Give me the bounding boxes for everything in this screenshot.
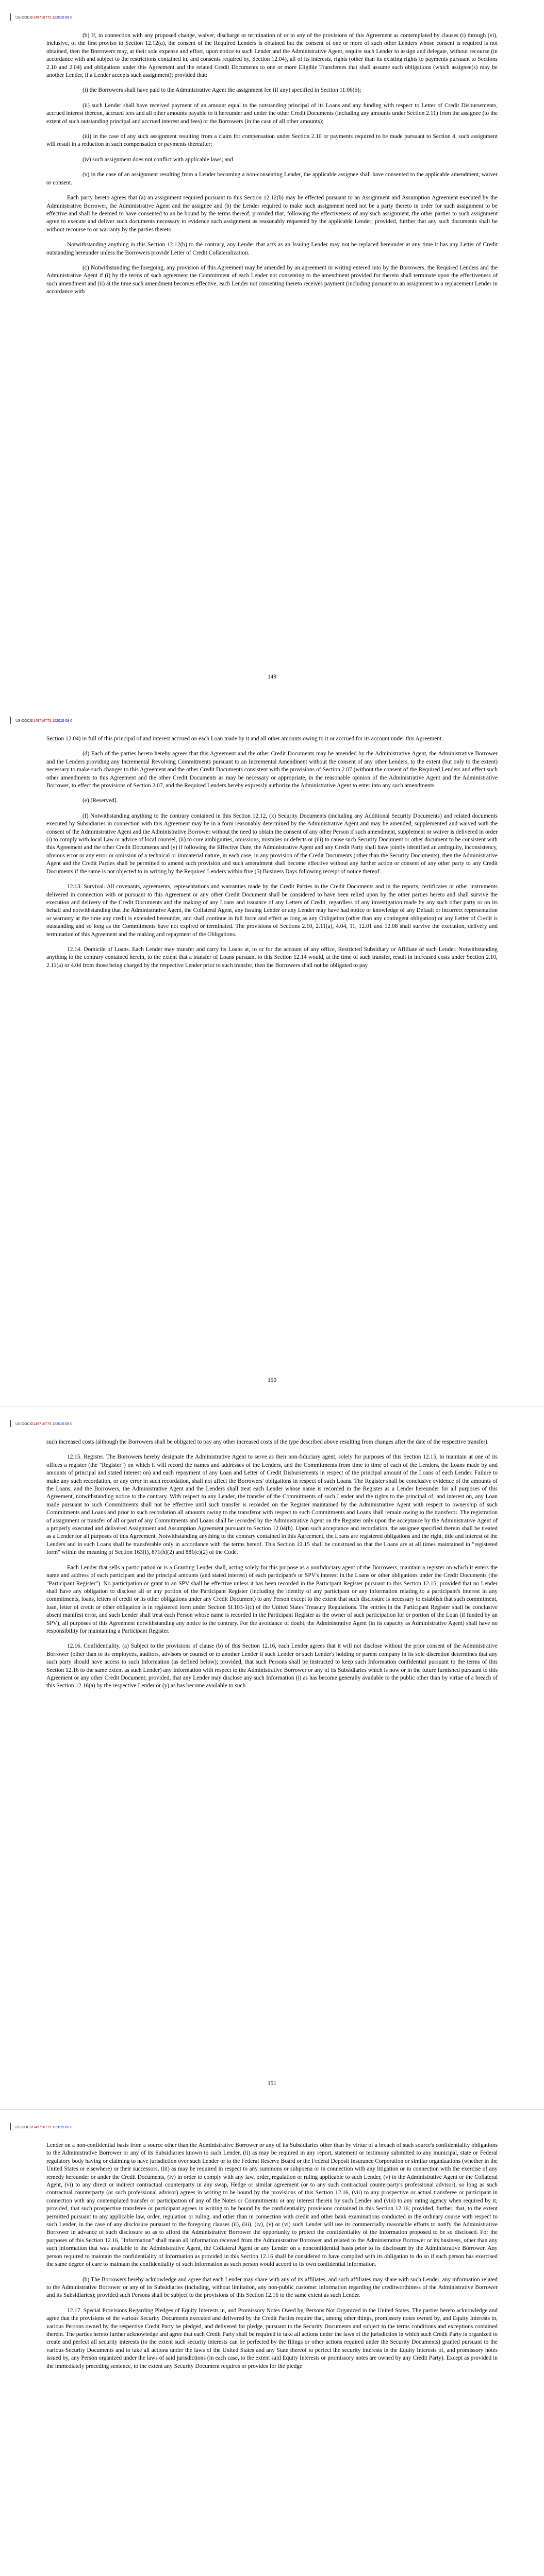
page-body	[46, 1438, 498, 1690]
page-body	[46, 32, 498, 296]
paragraph: (v) in the case of an assignment resulting from a Lender becoming a non-consenting Lender, the applicable assignee shall have consented to the applicable amendment, waiver or consent.	[46, 172, 498, 186]
paragraph: Each party hereto agrees that (a) an assignment required pursuant to this Section 12.12(b) may be effected pursuant to an Assignment and Assumption Agreement executed by the Administrative Borrower, the Administrative Agent and the assignee and (b) the Lender required to make such assignment need not be a party thereto in order for such assignment to be effective and shall be deemed to have consented to an be bound by the terms thereof; provided that, following the effectiveness of any such assignment, the other parties to such assignment agree to execute and deliver such documents necessary to evidence such assignment as reasonably requested by the applicable Lender; provided, further that any such documents shall be without recourse to or warranty by the parties thereto.	[46, 195, 498, 233]
paragraph: (i) the Borrowers shall have paid to the Administrative Agent the assignment fee (if any) specified in Section 11.06(b);	[83, 87, 361, 94]
page-149	[0, 0, 544, 703]
page-number: 151	[267, 2080, 277, 2087]
paragraph: 12.16. Confidentiality. (a) Subject to the provisions of clause (b) of this Section 12.16, each Lender agrees that it will not disclose without the prior consent of the Administrative Borrower (other than to its employees, auditors, advisors or counsel or to another Lender if such Lender or such Lender's holding or parent company in its sole discretion determines that any such party should have access to such Information (as defined below); provided, that such Persons shall be instructed to keep such Information confidential pursuant to the terms of this Section 12.16 to the same extent as such Lender) any Information with respect to the Administrative Borrower or any of its Subsidiaries which is now or in the future furnished pursuant to this Agreement or any other Credit Document; provided, that any Lender may disclose any such Information (i) as has become generally available to the public other than by virtue of a breach of this Section 12.16(a) by the respective Lender or (y) as has become available to such	[46, 1643, 498, 1689]
doc-id-prefix: US-DOCS\	[15, 16, 34, 20]
paragraph: (iii) in the case of any such assignment resulting from a claim for compensation under Section 2.10 or payments required to be made pursuant to Section 4, such assignment will result in a reduction in such compensation or payments thereafter;	[46, 133, 498, 148]
doc-id-prefix: US-DOCS\	[15, 719, 34, 723]
doc-id-number: 149716775.12	[33, 719, 57, 723]
change-bar	[10, 13, 11, 21]
paragraph: Section 12.04) in full of this principal of and interest accrued on each Loan made by it and all other amounts owing to it or accrued for its account under this Agreement.	[46, 736, 443, 742]
change-bar	[10, 1420, 11, 1427]
paragraph: (b) If, in connection with any proposed change, waiver, discharge or termination of or to any of the provisions of this Agreement as contemplated by clauses (i) through (vi), inclusive, of the first proviso to Section 12.12(a), the consent of the Required Lenders is obtained but the consent of one or more of such other Lenders whose consent is required is not obtained, then the Borrowers may, at their sole expense and effort, upon notice to such Lender and the Administrative Agent, require such Lender to assign and delegate, without recourse (in accordance with and subject to the restrictions contained in, and consents required by, Section 12.04), all of its interests, rights (other than its existing rights to payments pursuant to Sections 2.10 and 2.04) and obligations under this Agreement and the related Credit Documents to one or more Eligible Transferees that shall assume such obligations (which assignee(s) may be another Lender, if a Lender accepts such assignment); provided that:	[46, 32, 498, 79]
page-number: 150	[267, 1377, 277, 1383]
paragraph: Each Lender that sells a participation or is a Granting Lender shall, acting solely for this purpose as a nonfiduciary agent of the Borrowers, maintain a register on which it enters the name and address of each participant and the principal amounts (and stated interest) of each participant's or SPV's interest in the Loans or other obligations under the Credit Documents (the "Participant Register"). No participation or grant to an SPV shall be effective unless it has been recorded in the Participant Register pursuant to this Section 12.15; provided that no Lender shall have any obligation to disclose all or any portion of the Participant Register (including the identity of any participant or any information relating to a participant's interest in any commitments, loans, letters of credit or its other obligations under any Credit Document) to any Person except to the extent that such disclosure is necessary to establish that such commitment, loan, letter of credit or other obligation is in registered form under Section 5f.103-1(c) of the United States Treasury Regulations. The entries in the Participant Register shall be conclusive absent manifest error, and such Lender shall treat each Person whose name is recorded in the Participant Register as the owner of such participation for or portion of the Loan (if funded by an SPV), all purposes of this Agreement notwithstanding any notice to the contrary. For the avoidance of doubt, the Administrative Agent (in its capacity as Administrative Agent) shall have no responsibility for maintaining a Participant Register.	[46, 1564, 498, 1634]
document-id	[15, 2125, 498, 2130]
paragraph: 12.14. Domicile of Loans. Each Lender may transfer and carry its Loans at, to or for the account of any office, Restricted Subsidiary or Affiliate of such Lender. Notwithstanding anything to the contrary contained herein, to the extent that a transfer of Loans pursuant to this Section 12.14 would, at the time of such transfer, result in increased costs under Section 2.10, 2.11(a) or 4.04 from those being charged by the respective Lender prior to such transfer, then the Borrowers shall not be obligated to pay	[46, 946, 498, 969]
page-151	[0, 1406, 544, 2110]
doc-id-suffix: 2015 08 0	[56, 1422, 73, 1426]
paragraph: (iv) such assignment does not conflict with applicable laws; and	[83, 156, 233, 163]
page-body	[46, 2142, 498, 2370]
paragraph: such increased costs (although the Borrowers shall be obligated to pay any other increased costs of the type described above resulting from changes after the date of the respective transfer).	[46, 1439, 489, 1445]
paragraph: 12.15. Register. The Borrowers hereby designate the Administrative Agent to serve as their non-fiduciary agent, solely for purposes of this Section 12.15, to maintain at one of its offices a register (the "Register") on which it will record the names and addresses of the Lenders, and the Commitments from time to time of each of the Lenders, the Loans made by and amounts of principal and stated interest on) and each repayment of any Loan and Letter of Credit Disbursements in respect of the principal amount of the Loans of each Lender. Failure to make any such recordation, or any error in such recordation, shall not affect the Borrowers' obligations in respect of such Loans. The Register shall be conclusive evidence of the amounts of the Loans, and the Borrowers, the Administrative Agent and the Lenders shall treat each Lender whose name is recorded in the Register as a Lender hereunder for all purposes of this Agreement, notwithstanding notice to the contrary. With respect to any Lender, the transfer of the Commitments of such Lender and the rights to the principal of, and interest on, any Loan made pursuant to such Commitments shall not be effective until such transfer is recorded on the Register maintained by the Administrative Agent with respect to ownership of such Commitments and Loans and prior to such recordation all amounts owing to the transferor with respect to such Commitments and Loans shall remain owing to the transferor. The registration of assignment or transfer of all or part of any Commitments and Loans shall be recorded by the Administrative Agent on the Register only upon the acceptance by the Administrative Agent of a properly executed and delivered Assignment and Assumption Agreement pursuant to Section 12.04(b). Upon such acceptance and recordation, the assignee specified therein shall be treated as a Lender for all purposes of this Agreement. Notwithstanding anything to the contrary contained in this Agreement, the Loans are registered obligations and the right, title and interest of the Lenders and in such Loans shall be transferable only in accordance with the terms hereof. This Section 12.15 shall be construed so that the Loans are at all times maintained in "registered form" within the meaning of Section 163(f), 871(h)(2) and 881(c)(2) of the Code.	[46, 1454, 498, 1556]
change-bar	[10, 717, 11, 724]
change-bar	[10, 2123, 11, 2130]
paragraph: (d) Each of the parties hereto hereby agrees that this Agreement and the other Credit Documents may be amended by the Administrative Agent, the Administrative Borrower and the Lenders providing any Incremental Revolving Commitments pursuant to an Incremental Amendment without the consent of any other Lenders, to the extent (but only to the extent) necessary to make such changes to this Agreement and the other Credit Documents consistent with the provisions of Section 2.07 (without the consent of the Required Lenders and effect such other amendments to this Agreement and the other Credit Documents as may be necessary or appropriate, in the reasonable opinion of the Administrative Agent and the Administrative Borrower, to effect the provisions of Section 2.07, and the Required Lenders hereby expressly authorize the Administrative Agent to enter into any such amendments.	[46, 751, 498, 789]
paragraph: (ii) such Lender shall have received payment of an amount equal to the outstanding principal of its Loans and any funding with respect to Letter of Credit Disbursements, accrued interest thereon, accrued fees and all other amounts payable to it hereunder and under the other Credit Documents (including any amounts under Section 2.11) from the assignee (to the extent of such outstanding principal and accrued interest and fees) or the Borrowers (in the case of all other amounts);	[46, 102, 498, 125]
paragraph: (b) The Borrowers hereby acknowledge and agree that each Lender may share with any of its affiliates, and such affiliates may share with such Lender, any information related to the Administrative Borrower or any of its Subsidiaries (including, without limitation, any non-public customer information regarding the creditworthiness of the Administrative Borrower and its Subsidiaries); provided such Persons shall be subject to the provisions of this Section 12.16 to the same extent as such Lender.	[46, 2276, 498, 2299]
paragraph: Lender on a non-confidential basis from a source other than the Administrative Borrower or any of its Subsidiaries other than by virtue of a breach of such source's confidentiality obligations to the Administrative Borrower or any of its Subsidiaries known to such Lender, (ii) as may be required in any report, statement or testimony submitted to any municipal, state or Federal regulatory body having or claiming to have jurisdiction over such Lender or to the Federal Reserve Board or the Federal Deposit Insurance Corporation or similar organizations (whether in the United States or elsewhere) or their successors, (iii) as may be required in respect to any summons or subpoena or in connection with any litigation or in connection with the exercise of any remedy hereunder or under the Credit Documents, (iv) in order to comply with any law, order, regulation or ruling applicable to such Lender, (v) to the Administrative Agent or the Collateral Agent, (vi) to any direct or indirect contractual counterparty in any swap, Hedge or similar agreement (or to any such contractual counterparty's professional advisor), so long as such contractual counterparty (or such professional advisor) agrees in writing to be bound by the provisions of this Section 12.16, (vii) to any prospective or actual transferee or participant in connection with any contemplated transfer or participation of any of the Notes or Commitments or any interest therein by such Lender and (viii) to any rating agency when required by it; provided, that such prospective transferee or participant agrees in writing to be bound by the confidentiality provisions contained in this Section 12.16; provided, further, that, to the extent permitted pursuant to any applicable law, order, regulation or ruling, and other than in connection with credit and other bank examinations conducted in the ordinary course with respect to such Lender, in the case of any disclosure pursuant to the foregoing clauses (ii), (iii), (iv), (v) or (vi) such Lender will use its commercially reasonable efforts to notify the Administrative Borrower in advance of such disclosure so as to afford the Administrative Borrower the opportunity to protect the confidentiality of the Information proposed to be so disclosed. For the purposes of this Section 12.16, "Information" shall mean all information received from the Administrative Borrower and related to the Administrative Borrower or its business, other than any such information that was available to the Administrative Agent, the Collateral Agent or any Lender on a nonconfidential basis prior to its disclosure by the Administrative Borrower. Any person required to maintain the confidentiality of Information as provided in this Section 12.16 shall be considered to have complied with its obligation to do so if such person has exercised the same degree of care to maintain the confidentiality of such Information as such person would accord to its own confidential information.	[46, 2142, 498, 2268]
page-152	[0, 2110, 544, 2576]
paragraph: Notwithstanding anything in this Section 12.12(b) to the contrary, any Lender that acts as an Issuing Lender may not be replaced hereunder at any time it has any Letter of Credit outstanding hereunder unless the Borrowers provide Letter of Credit Collateralization.	[46, 242, 498, 256]
page-body	[46, 735, 498, 970]
doc-id-prefix: US-DOCS\	[15, 1422, 34, 1426]
doc-id-suffix: 2015 08 0	[56, 2126, 73, 2129]
doc-id-number: 149716775.12	[33, 1422, 57, 1426]
page-number: 149	[267, 674, 277, 680]
document-id	[15, 719, 498, 724]
paragraph: (f) Notwithstanding anything to the contrary contained in this Section 12.12, (x) Security Documents (including any Additional Security Documents) and related documents executed by Subsidiaries in connection with this Agreement may be in a form reasonably determined by the Administrative Agent and may be amended, supplemented and waived with the consent of the Administrative Agent and the Administrative Borrower without the need to obtain the consent of any other Person if such amendment, supplement or waiver is delivered in order (i) to comply with local Law or advice of local counsel, (ii) to cure ambiguities, omissions, mistakes or defects or (iii) to cause such Security Document or other document to be consistent with this Agreement and the other Credit Documents and (y) if following the Effective Date, the Administrative Agent and any Credit Party shall have jointly identified an ambiguity, inconsistency, obvious error or any error or omission of a technical or immaterial nature, in each case, in any provision of the Credit Documents (other than the Security Documents), then the Administrative Agent and the Credit Parties shall be permitted to amend such provision and such amendment shall become effective without any further action or consent of any other party to any Credit Documents if the same is not objected to in writing by the Required Lenders within five (5) Business Days following receipt of notice thereof.	[46, 812, 498, 875]
page-150	[0, 703, 544, 1406]
doc-id-number: 149716775.12	[33, 16, 57, 20]
doc-id-prefix: US-DOCS\	[15, 2126, 34, 2129]
doc-id-number: 149716775.12	[33, 2126, 57, 2129]
doc-id-suffix: 2015 08 0	[56, 719, 73, 723]
document-id	[15, 1422, 498, 1427]
paragraph: 12.13. Survival. All covenants, agreements, representations and warranties made by the Credit Parties in the Credit Documents and in the reports, certificates or other instruments delivered in connection with or pursuant to this Agreement or any other Credit Document shall be considered to have been relied upon by the other parties hereto and shall survive the execution and delivery of the Credit Documents and the making of any Loans and issuance of any Letters of Credit, regardless of any investigation made by any such other party or on its behalf and notwithstanding that the Administrative Agent, the Collateral Agent, any Issuing Lender or any Lender may have had notice or knowledge of any Default or incorrect representation or warranty at the time any credit is extended hereunder, and shall continue in full force and effect as long as any Obligation (other than any contingent obligation) or any Letter of Credit is outstanding and so long as the Commitments have not expired or terminated. The provisions of Sections 2.10, 2.11(a), 4.04, 11, 12.01 and 12.08 shall survive the execution, delivery and termination of this Agreement and the making and repayment of the Obligations.	[46, 884, 498, 938]
paragraph: 12.17. Special Provisions Regarding Pledges of Equity Interests in, and Promissory Notes Owed by, Persons Not Organized in the United States. The parties hereto acknowledge and agree that the provisions of the various Security Documents executed and delivered by the Credit Parties require that, among other things, promissory notes owned by, and Equity Interests in, various Persons owned by the respective Credit Party be pledged, and delivered for pledge, pursuant to the Security Documents and subject to the terms conditions and exceptions contained therein. The parties hereto further acknowledge and agree that each Credit Party shall be required to take all actions under the laws of the jurisdiction in which such Credit Party is organized to create and perfect all security interests (to the extent such security interests can be perfected by the filings or other actions required under the Security Documents) granted pursuant to the various Security Documents and to take all actions under the laws of the United States and any State thereof to perfect the security interests in the Equity Interests of, and promissory notes issued by, any Person organized under the laws of said jurisdictions (in each case, to the extent said Equity Interests or promissory notes are owned by any Credit Party). Except as provided in the immediately preceding sentence, to the extent any Security Document requires or provides for the pledge	[46, 2307, 498, 2369]
paragraph: (e) [Reserved].	[83, 798, 118, 804]
paragraph: (c) Notwithstanding the foregoing, any provision of this Agreement may be amended by an agreement in writing entered into by the Borrowers, the Required Lenders and the Administrative Agent if (i) by the terms of such agreement the Commitment of each Lender not consenting to the amendment provided for therein shall terminate upon the effectiveness of such amendment and (ii) at the time such amendment becomes effective, each Lender not consenting thereto receives payment (including pursuant to an assignment to a replacement Lender in accordance with	[46, 264, 498, 295]
document-id	[15, 15, 498, 21]
doc-id-suffix: 2015 08 0	[56, 16, 73, 20]
